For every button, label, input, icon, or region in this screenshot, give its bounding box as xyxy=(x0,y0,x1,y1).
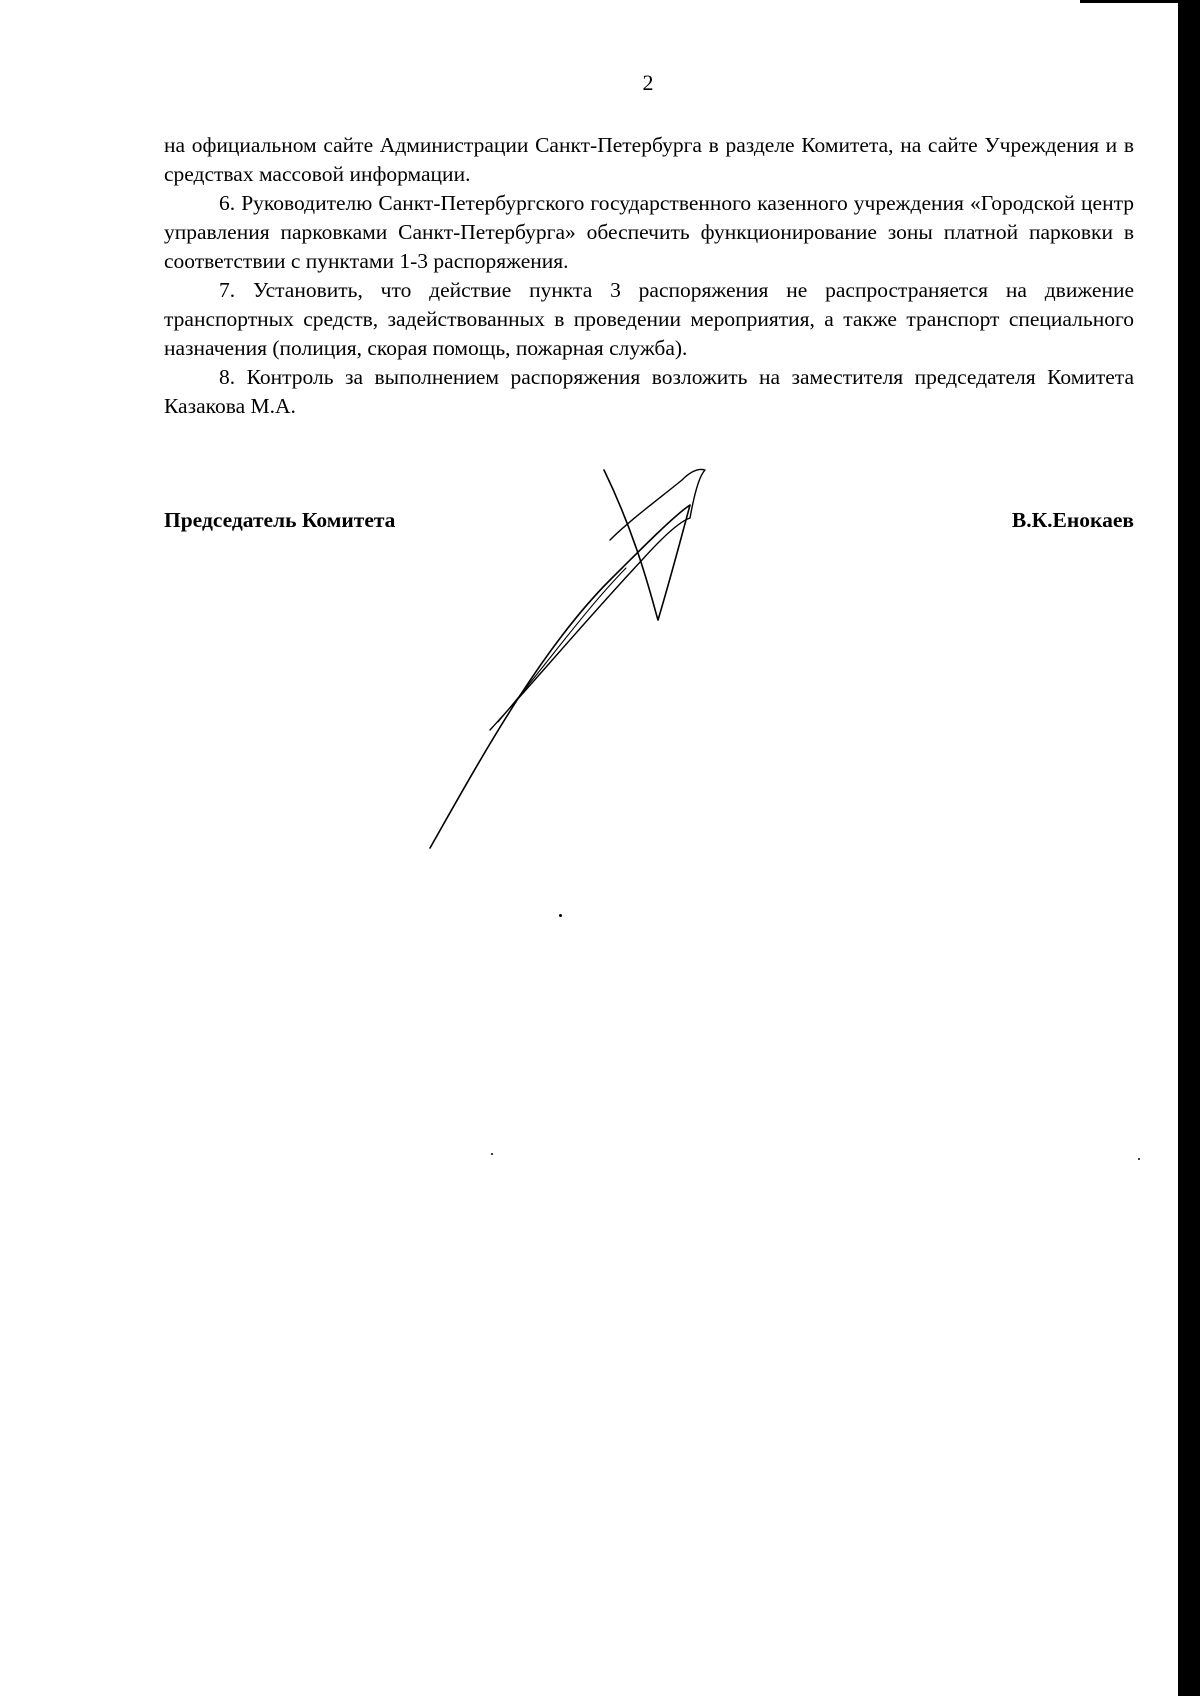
paragraph-item-6: 6. Руководителю Санкт-Петербургского государственного казенного учреждения «Городской центр управления парковками Санкт-Петербурга» обеспечить функционирование зоны платной парковки в соответствии с пунктами 1-3 распоряжения. xyxy=(164,191,1134,273)
scan-right-edge xyxy=(1178,0,1200,1696)
signatory-title: Председатель Комитета xyxy=(164,508,396,532)
signatory-name: В.К.Енокаев xyxy=(1011,508,1134,532)
page-number: 2 xyxy=(642,70,654,95)
handwritten-signature xyxy=(420,460,750,855)
scan-speck xyxy=(559,914,562,917)
scan-speck xyxy=(1138,1158,1140,1160)
scan-speck xyxy=(491,1153,493,1155)
paragraph-item-7: 7. Установить, что действие пункта 3 распоряжения не распространяется на движение транспортных средств, задействованных в проведении мероприятия, а также транспорт специального назначения (полиция, скорая помощь, пожарная служба). xyxy=(164,278,1134,360)
paragraph-item-8: 8. Контроль за выполнением распоряжения возложить на заместителя председателя Комитета Казакова М.А. xyxy=(164,365,1134,418)
paragraph-continuation: на официальном сайте Администрации Санкт-Петербурга в разделе Комитета, на сайте Учреждения и в средствах массовой информации. xyxy=(164,133,1134,186)
document-body xyxy=(164,131,1134,421)
